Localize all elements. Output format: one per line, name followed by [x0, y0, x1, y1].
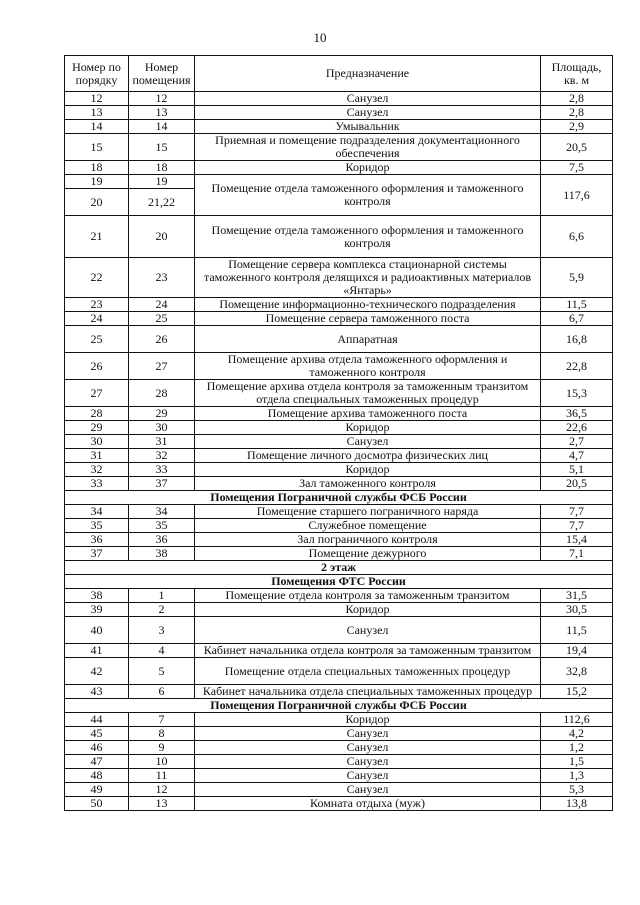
area-cell: 20,5 — [541, 134, 613, 161]
purpose-cell: Санузел — [195, 435, 541, 449]
purpose-cell: Коридор — [195, 463, 541, 477]
area-cell: 6,6 — [541, 216, 613, 258]
purpose-cell: Кабинет начальника отдела специальных таможенных процедур — [195, 685, 541, 699]
room-number-cell: 20 — [129, 216, 195, 258]
order-number-cell: 21 — [65, 216, 129, 258]
order-number-cell: 19 — [65, 175, 129, 189]
room-number-cell: 12 — [129, 783, 195, 797]
purpose-cell: Санузел — [195, 755, 541, 769]
table-row — [65, 741, 613, 755]
area-cell: 22,6 — [541, 421, 613, 435]
table-row — [65, 477, 613, 491]
purpose-cell: Помещение дежурного — [195, 547, 541, 561]
purpose-cell: Помещение информационно-технического подразделения — [195, 298, 541, 312]
area-cell: 13,8 — [541, 797, 613, 811]
order-number-cell: 25 — [65, 326, 129, 353]
page-number: 10 — [313, 30, 327, 45]
area-cell: 11,5 — [541, 298, 613, 312]
table-row — [65, 603, 613, 617]
purpose-cell: Умывальник — [195, 120, 541, 134]
room-number-cell: 18 — [129, 161, 195, 175]
table-row — [65, 533, 613, 547]
purpose-cell: Помещение отдела таможенного оформления и таможенного контроля — [195, 175, 541, 216]
purpose-cell: Санузел — [195, 92, 541, 106]
purpose-cell: Помещение отдела таможенного оформления и таможенного контроля — [195, 216, 541, 258]
purpose-cell: Помещение личного досмотра физических лиц — [195, 449, 541, 463]
table-row — [65, 547, 613, 561]
area-cell: 22,8 — [541, 353, 613, 380]
order-number-cell: 44 — [65, 713, 129, 727]
room-number-cell: 28 — [129, 380, 195, 407]
section-title: Помещения ФТС России — [65, 575, 613, 589]
order-number-cell: 42 — [65, 658, 129, 685]
room-number-cell: 13 — [129, 797, 195, 811]
header-room-number: Номер помещения — [129, 56, 195, 92]
area-cell: 117,6 — [541, 175, 613, 216]
purpose-cell: Коридор — [195, 421, 541, 435]
order-number-cell: 38 — [65, 589, 129, 603]
room-number-cell: 34 — [129, 505, 195, 519]
table-header-row — [65, 56, 613, 92]
area-cell: 2,8 — [541, 106, 613, 120]
room-number-cell: 26 — [129, 326, 195, 353]
section-title: Помещения Пограничной службы ФСБ России — [65, 699, 613, 713]
order-number-cell: 36 — [65, 533, 129, 547]
purpose-cell: Санузел — [195, 617, 541, 644]
area-cell: 2,7 — [541, 435, 613, 449]
purpose-cell: Санузел — [195, 783, 541, 797]
room-number-cell: 1 — [129, 589, 195, 603]
room-number-cell: 5 — [129, 658, 195, 685]
header-order-number: Номер по порядку — [65, 56, 129, 92]
area-cell: 7,5 — [541, 161, 613, 175]
table-row — [65, 644, 613, 658]
room-number-cell: 27 — [129, 353, 195, 380]
table-row — [65, 161, 613, 175]
purpose-cell: Кабинет начальника отдела контроля за таможенным транзитом — [195, 644, 541, 658]
table-row — [65, 727, 613, 741]
header-purpose: Предназначение — [195, 56, 541, 92]
table-row — [65, 713, 613, 727]
order-number-cell: 47 — [65, 755, 129, 769]
table-row — [65, 685, 613, 699]
table-row — [65, 106, 613, 120]
room-number-cell: 13 — [129, 106, 195, 120]
table-row — [65, 658, 613, 685]
room-number-cell: 10 — [129, 755, 195, 769]
purpose-cell: Приемная и помещение подразделения документационного обеспечения — [195, 134, 541, 161]
order-number-cell: 23 — [65, 298, 129, 312]
table-body — [65, 92, 613, 811]
area-cell: 30,5 — [541, 603, 613, 617]
order-number-cell: 30 — [65, 435, 129, 449]
order-number-cell: 14 — [65, 120, 129, 134]
room-number-cell: 21,22 — [129, 189, 195, 216]
room-number-cell: 15 — [129, 134, 195, 161]
order-number-cell: 33 — [65, 477, 129, 491]
order-number-cell: 43 — [65, 685, 129, 699]
area-cell: 6,7 — [541, 312, 613, 326]
table-row — [65, 435, 613, 449]
area-cell: 7,7 — [541, 505, 613, 519]
room-number-cell: 33 — [129, 463, 195, 477]
room-number-cell: 25 — [129, 312, 195, 326]
room-number-cell: 3 — [129, 617, 195, 644]
rooms-table — [64, 55, 613, 811]
table-row — [65, 755, 613, 769]
room-number-cell: 24 — [129, 298, 195, 312]
section-title: Помещения Пограничной службы ФСБ России — [65, 491, 613, 505]
purpose-cell: Санузел — [195, 106, 541, 120]
area-cell: 7,1 — [541, 547, 613, 561]
order-number-cell: 50 — [65, 797, 129, 811]
table-row — [65, 449, 613, 463]
room-number-cell: 23 — [129, 258, 195, 298]
room-number-cell: 35 — [129, 519, 195, 533]
area-cell: 36,5 — [541, 407, 613, 421]
order-number-cell: 39 — [65, 603, 129, 617]
room-number-cell: 14 — [129, 120, 195, 134]
purpose-cell: Помещение сервера таможенного поста — [195, 312, 541, 326]
area-cell: 16,8 — [541, 326, 613, 353]
section-header-row — [65, 561, 613, 575]
area-cell: 15,2 — [541, 685, 613, 699]
purpose-cell: Помещение архива таможенного поста — [195, 407, 541, 421]
purpose-cell: Коридор — [195, 603, 541, 617]
table-row — [65, 134, 613, 161]
table-row — [65, 326, 613, 353]
order-number-cell: 13 — [65, 106, 129, 120]
table-row — [65, 175, 613, 189]
area-cell: 5,9 — [541, 258, 613, 298]
purpose-cell: Помещение архива отдела контроля за таможенным транзитом отдела специальных таможенных процедур — [195, 380, 541, 407]
section-header-row — [65, 575, 613, 589]
table-row — [65, 769, 613, 783]
section-header-row — [65, 699, 613, 713]
purpose-cell: Помещение старшего пограничного наряда — [195, 505, 541, 519]
order-number-cell: 20 — [65, 189, 129, 216]
room-number-cell: 31 — [129, 435, 195, 449]
table-row — [65, 407, 613, 421]
purpose-cell: Санузел — [195, 769, 541, 783]
order-number-cell: 46 — [65, 741, 129, 755]
order-number-cell: 31 — [65, 449, 129, 463]
purpose-cell: Помещение архива отдела таможенного оформления и таможенного контроля — [195, 353, 541, 380]
order-number-cell: 49 — [65, 783, 129, 797]
order-number-cell: 26 — [65, 353, 129, 380]
area-cell: 1,2 — [541, 741, 613, 755]
area-cell: 19,4 — [541, 644, 613, 658]
area-cell: 20,5 — [541, 477, 613, 491]
table-row — [65, 258, 613, 298]
purpose-cell: Служебное помещение — [195, 519, 541, 533]
table-row — [65, 216, 613, 258]
table-row — [65, 312, 613, 326]
order-number-cell: 45 — [65, 727, 129, 741]
order-number-cell: 18 — [65, 161, 129, 175]
purpose-cell: Аппаратная — [195, 326, 541, 353]
purpose-cell: Помещение отдела специальных таможенных процедур — [195, 658, 541, 685]
area-cell: 32,8 — [541, 658, 613, 685]
area-cell: 15,4 — [541, 533, 613, 547]
room-number-cell: 38 — [129, 547, 195, 561]
section-header-row — [65, 491, 613, 505]
table-row — [65, 505, 613, 519]
table-row — [65, 120, 613, 134]
area-cell: 5,1 — [541, 463, 613, 477]
purpose-cell: Санузел — [195, 727, 541, 741]
order-number-cell: 37 — [65, 547, 129, 561]
area-cell: 2,8 — [541, 92, 613, 106]
table-row — [65, 380, 613, 407]
table-row — [65, 783, 613, 797]
order-number-cell: 29 — [65, 421, 129, 435]
area-cell: 5,3 — [541, 783, 613, 797]
area-cell: 7,7 — [541, 519, 613, 533]
room-number-cell: 36 — [129, 533, 195, 547]
room-number-cell: 9 — [129, 741, 195, 755]
order-number-cell: 34 — [65, 505, 129, 519]
purpose-cell: Коридор — [195, 713, 541, 727]
order-number-cell: 35 — [65, 519, 129, 533]
room-number-cell: 8 — [129, 727, 195, 741]
order-number-cell: 27 — [65, 380, 129, 407]
area-cell: 15,3 — [541, 380, 613, 407]
order-number-cell: 15 — [65, 134, 129, 161]
area-cell: 112,6 — [541, 713, 613, 727]
room-number-cell: 37 — [129, 477, 195, 491]
area-cell: 2,9 — [541, 120, 613, 134]
table-row — [65, 463, 613, 477]
order-number-cell: 22 — [65, 258, 129, 298]
area-cell: 31,5 — [541, 589, 613, 603]
order-number-cell: 40 — [65, 617, 129, 644]
table-row — [65, 298, 613, 312]
table-row — [65, 617, 613, 644]
order-number-cell: 32 — [65, 463, 129, 477]
purpose-cell: Помещение отдела контроля за таможенным транзитом — [195, 589, 541, 603]
table-row — [65, 519, 613, 533]
table-row — [65, 421, 613, 435]
table-row — [65, 92, 613, 106]
purpose-cell: Коридор — [195, 161, 541, 175]
table-row — [65, 589, 613, 603]
order-number-cell: 48 — [65, 769, 129, 783]
order-number-cell: 24 — [65, 312, 129, 326]
area-cell: 4,2 — [541, 727, 613, 741]
table-row — [65, 797, 613, 811]
area-cell: 4,7 — [541, 449, 613, 463]
room-number-cell: 12 — [129, 92, 195, 106]
room-number-cell: 4 — [129, 644, 195, 658]
purpose-cell: Санузел — [195, 741, 541, 755]
area-cell: 11,5 — [541, 617, 613, 644]
room-number-cell: 11 — [129, 769, 195, 783]
purpose-cell: Зал таможенного контроля — [195, 477, 541, 491]
room-number-cell: 29 — [129, 407, 195, 421]
room-number-cell: 30 — [129, 421, 195, 435]
purpose-cell: Зал пограничного контроля — [195, 533, 541, 547]
room-number-cell: 2 — [129, 603, 195, 617]
purpose-cell: Комната отдыха (муж) — [195, 797, 541, 811]
room-number-cell: 19 — [129, 175, 195, 189]
order-number-cell: 41 — [65, 644, 129, 658]
purpose-cell: Помещение сервера комплекса стационарной системы таможенного контроля делящихся и радиоактивных материалов «Янтарь» — [195, 258, 541, 298]
room-number-cell: 6 — [129, 685, 195, 699]
area-cell: 1,3 — [541, 769, 613, 783]
order-number-cell: 12 — [65, 92, 129, 106]
order-number-cell: 28 — [65, 407, 129, 421]
room-number-cell: 7 — [129, 713, 195, 727]
section-title: 2 этаж — [65, 561, 613, 575]
header-area: Площадь, кв. м — [541, 56, 613, 92]
table-row — [65, 353, 613, 380]
room-number-cell: 32 — [129, 449, 195, 463]
area-cell: 1,5 — [541, 755, 613, 769]
